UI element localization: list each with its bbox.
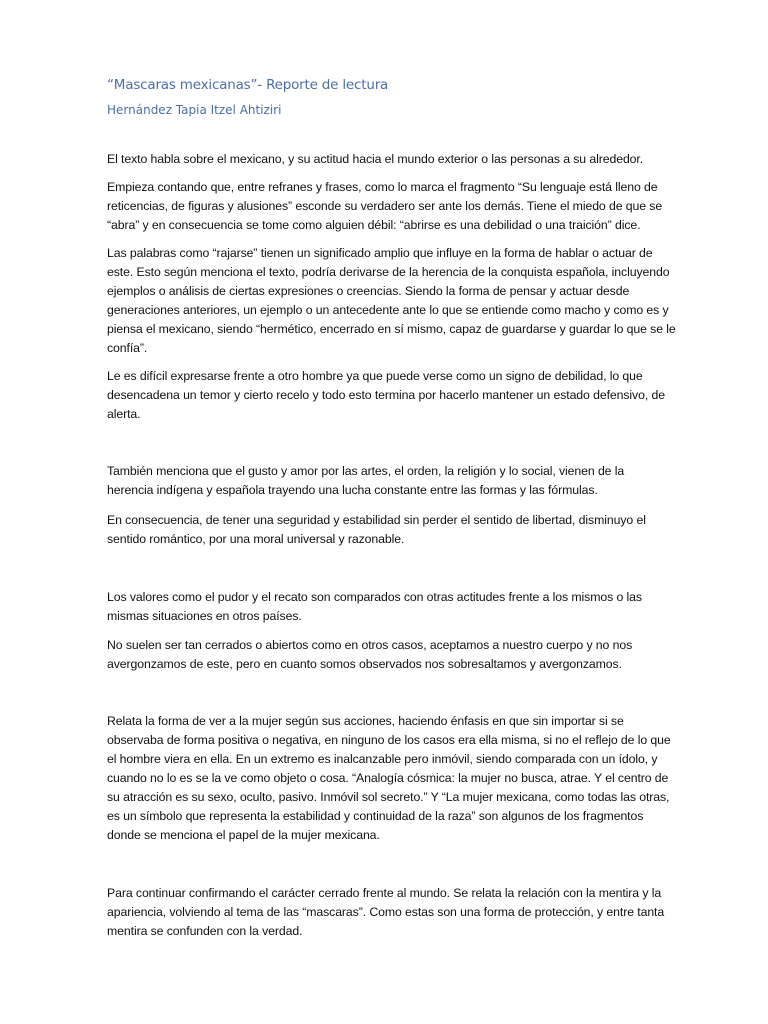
paragraph-7 <box>107 588 701 626</box>
paragraph-line: No suelen ser tan cerrados o abiertos como en otros casos, aceptamos a nuestro cuerpo y no nos <box>107 638 633 652</box>
paragraph-line: confía”. <box>107 341 148 355</box>
paragraph-line: apariencia, volviendo al tema de las “mascaras”. Como estas son una forma de protección, y entre tanta <box>107 905 665 919</box>
paragraph-line: sentido romántico, por una moral universal y razonable. <box>107 532 405 546</box>
paragraph-line: Las palabras como “rajarse” tienen un significado amplio que influye en la forma de hablar o actuar de <box>107 246 653 260</box>
paragraph-line: desencadena un temor y cierto recelo y todo esto termina por hacerlo mantener un estado defensivo, de <box>107 388 665 402</box>
paragraph-9 <box>107 712 701 845</box>
paragraph-line: su atracción es su sexo, oculto, pasivo. Inmóvil sol secreto.” Y “La mujer mexicana, como todas las otras, <box>107 790 670 804</box>
paragraph-line: En consecuencia, de tener una seguridad y estabilidad sin perder el sentido de libertad, disminuyo el <box>107 513 646 527</box>
paragraph-line: Para continuar confirmando el carácter cerrado frente al mundo. Se relata la relación con la mentira y la <box>107 886 662 900</box>
paragraph-8 <box>107 636 701 674</box>
paragraph-10 <box>107 884 701 941</box>
paragraph-line: es un símbolo que representa la estabilidad y continuidad de la raza” son algunos de los fragmentos <box>107 809 644 823</box>
paragraph-line: Le es difícil expresarse frente a otro hombre ya que puede verse como un signo de debilidad, lo que <box>107 369 643 383</box>
paragraph-line: cuando no lo es se la ve como objeto o cosa. “Analogía cósmica: la mujer no busca, atrae. Y el centro de <box>107 771 669 785</box>
paragraph-line: Relata la forma de ver a la mujer según sus acciones, haciendo énfasis en que sin importar si se <box>107 714 624 728</box>
paragraph-line: herencia indígena y española trayendo una lucha constante entre las formas y las fórmulas. <box>107 483 598 497</box>
paragraph-line: El texto habla sobre el mexicano, y su actitud hacia el mundo exterior o las personas a su alrededor. <box>107 152 644 166</box>
paragraph-line: donde se menciona el papel de la mujer mexicana. <box>107 828 380 842</box>
paragraph-6 <box>107 511 701 549</box>
document-author: Hernández Tapia Itzel Ahtiziri <box>107 103 282 117</box>
paragraph-line: “abra” y en consecuencia se tome como alguien débil: “abrirse es una debilidad o una traición” dice. <box>107 218 641 232</box>
paragraph-line: alerta. <box>107 407 141 421</box>
paragraph-3 <box>107 244 701 358</box>
paragraph-line: Empieza contando que, entre refranes y frases, como lo marca el fragmento “Su lenguaje está lleno de <box>107 180 658 194</box>
paragraph-line: avergonzamos de este, pero en cuanto somos observados nos sobresaltamos y avergonzamos. <box>107 657 622 671</box>
paragraph-1 <box>107 150 701 169</box>
paragraph-line: observaba de forma positiva o negativa, en ninguno de los casos era ella misma, si no el reflejo de lo que <box>107 733 671 747</box>
paragraph-4 <box>107 367 701 424</box>
paragraph-line: reticencias, de figuras y alusiones” esconde su verdadero ser ante los demás. Tiene el miedo de que se <box>107 199 663 213</box>
paragraph-line: mismas situaciones en otros países. <box>107 609 302 623</box>
paragraph-line: mentira se confunden con la verdad. <box>107 924 303 938</box>
document-title: “Mascaras mexicanas”- Reporte de lectura <box>107 77 389 93</box>
paragraph-line: piensa el mexicano, siendo “hermético, encerrado en sí mismo, capaz de guardarse y guardar lo que se le <box>107 322 676 336</box>
paragraph-line: ejemplos o análisis de ciertas expresiones o creencias. Siendo la forma de pensar y actuar desde <box>107 284 630 298</box>
paragraph-5 <box>107 462 701 500</box>
paragraph-line: Los valores como el pudor y el recato son comparados con otras actitudes frente a los mismos o las <box>107 590 642 604</box>
paragraph-line: También menciona que el gusto y amor por las artes, el orden, la religión y lo social, vienen de la <box>107 464 625 478</box>
paragraph-line: generaciones anteriores, un ejemplo o un antecedente ante lo que se entiende como macho y como es y <box>107 303 669 317</box>
paragraph-line: este. Esto según menciona el texto, podría derivarse de la herencia de la conquista española, incluyendo <box>107 265 670 279</box>
paragraph-2 <box>107 178 701 235</box>
paragraph-line: el hombre viera en ella. En un extremo es inalcanzable pero inmóvil, siendo comparada con un ídolo, y <box>107 752 658 766</box>
